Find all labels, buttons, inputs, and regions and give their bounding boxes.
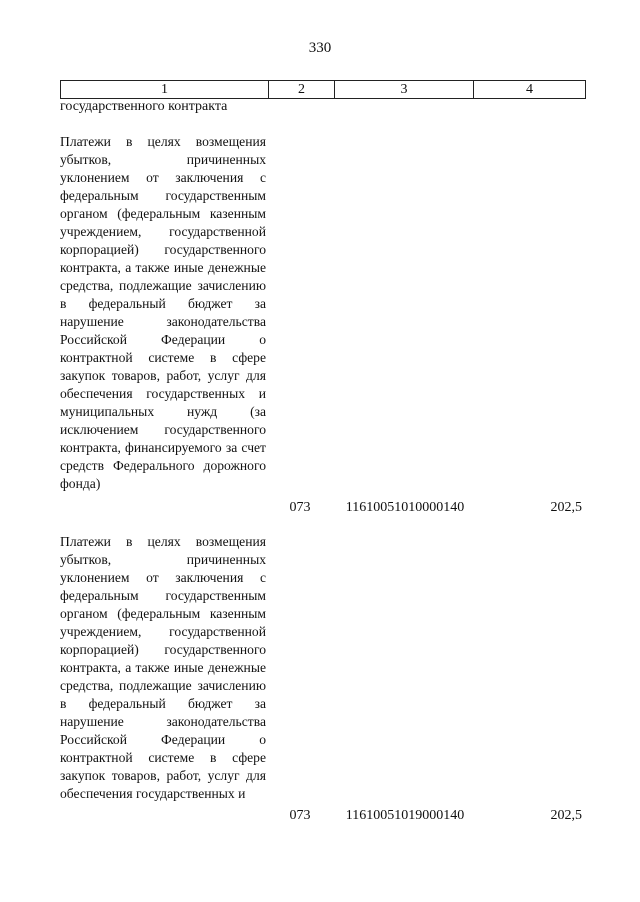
row-admin-code: 073	[289, 808, 311, 823]
column-header-4: 4	[474, 81, 586, 99]
row-admin-code: 073	[289, 500, 311, 515]
row-amount: 202,5	[550, 808, 582, 823]
continued-description: государственного контракта	[60, 99, 228, 114]
column-header-3: 3	[335, 81, 474, 99]
column-header-row	[60, 80, 586, 99]
row-description: Платежи в целях возмещения убытков, причиненных уклонением от заключения с федеральным государственным органом (федеральным казенным учреждением, государственной корпорацией) государственного контракта, а также иные денежные средства, подлежащие зачислению в федеральный бюджет за нарушение законодательства Российской Федерации о контрактной системе в сфере закупок товаров, работ, услуг для обеспечения государственных и	[60, 534, 266, 801]
column-header-1: 1	[61, 81, 269, 99]
row-amount: 202,5	[550, 500, 582, 515]
row-kbk-code: 11610051019000140	[345, 808, 465, 823]
page-number: 330	[308, 40, 332, 56]
row-kbk-code: 11610051010000140	[345, 500, 465, 515]
column-header-2: 2	[269, 81, 335, 99]
row-description: Платежи в целях возмещения убытков, причиненных уклонением от заключения с федеральным государственным органом (федеральным казенным учреждением, государственной корпорацией) государственного контракта, а также иные денежные средства, подлежащие зачислению в федеральный бюджет за нарушение законодательства Российской Федерации о контрактной системе в сфере закупок товаров, работ, услуг для обеспечения государственных и муниципальных нужд (за исключением государственного контракта, финансируемого за счет средств Федерального дорожного фонда)	[60, 134, 266, 491]
